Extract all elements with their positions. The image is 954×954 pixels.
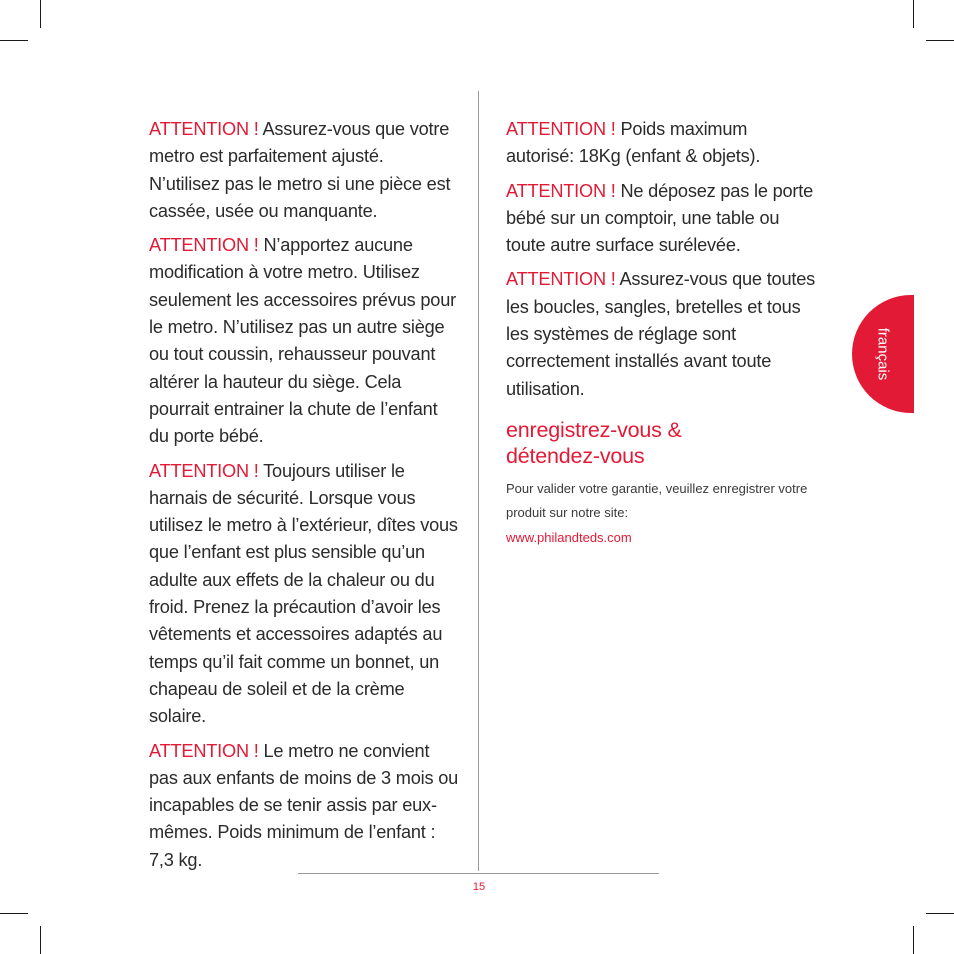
crop-mark: [0, 40, 28, 41]
attention-label: ATTENTION !: [506, 119, 616, 139]
crop-mark: [913, 926, 914, 954]
register-heading: [506, 417, 816, 469]
warning-text: N’apportez aucune modification à votre metro. Utilisez seulement les accessoires prévus pour le metro. N’utilisez pas un autre siège ou tout coussin, rehausseur pouvant altérer la hauteur du siège. Cela pourrait entrainer la chute de l’enfant du porte bébé.: [149, 235, 456, 447]
warning-text: Toujours utiliser le harnais de sécurité. Lorsque vous utilisez le metro à l’extérieur, dîtes vous que l’enfant est plus sensible qu’un adulte aux effets de la chaleur ou du froid. Prenez la précaution d’avoir les vêtements et accessoires adaptés au temps qu’il fait comme un bonnet, un chapeau de soleil et de la crème solaire.: [149, 460, 458, 727]
website-link[interactable]: www.philandteds.com: [506, 529, 632, 545]
column-divider: [478, 91, 479, 871]
right-column: [506, 116, 816, 550]
register-heading-line1: enregistrez-vous &: [506, 417, 682, 442]
crop-mark: [926, 40, 954, 41]
warning-paragraph: [149, 232, 459, 450]
crop-mark: [913, 0, 914, 28]
warning-paragraph: [149, 116, 459, 225]
crop-mark: [0, 913, 28, 914]
language-tab: [852, 295, 914, 413]
footer-divider: [298, 873, 659, 874]
warning-paragraph: [506, 116, 816, 171]
warning-text: Le metro ne convient pas aux enfants de moins de 3 mois ou incapables de se tenir assis par eux-mêmes. Poids minimum de l’enfant : 7,3 kg.: [149, 740, 459, 870]
attention-label: ATTENTION !: [149, 740, 259, 761]
page-number: 15: [472, 881, 486, 893]
crop-mark: [40, 0, 41, 28]
attention-label: ATTENTION !: [506, 180, 616, 201]
register-heading-line2: détendez-vous: [506, 443, 645, 468]
attention-label: ATTENTION !: [149, 119, 259, 139]
warning-text: Poids maximum autorisé: 18Kg (enfant & objets).: [506, 119, 761, 167]
attention-label: ATTENTION !: [149, 460, 259, 481]
warning-text: Assurez-vous que votre metro est parfaitement ajusté. N’utilisez pas le metro si une pièce est cassée, usée ou manquante.: [149, 119, 451, 221]
warning-paragraph: [149, 738, 459, 874]
warning-text: Assurez-vous que toutes les boucles, sangles, bretelles et tous les systèmes de réglage sont correctement installés avant toute utilisation.: [506, 269, 816, 399]
warning-paragraph: [506, 178, 816, 260]
crop-mark: [926, 913, 954, 914]
warning-paragraph: [149, 458, 459, 731]
warning-text: Ne déposez pas le porte bébé sur un comptoir, une table ou toute autre surface surélevée.: [506, 180, 814, 256]
attention-label: ATTENTION !: [149, 235, 259, 256]
warning-paragraph: [506, 266, 816, 402]
left-column: [149, 116, 459, 881]
language-tab-label: français: [874, 327, 892, 381]
attention-label: ATTENTION !: [506, 269, 616, 290]
register-body: Pour valider votre garantie, veuillez enregistrer votre produit sur notre site:: [506, 480, 808, 521]
crop-mark: [40, 926, 41, 954]
